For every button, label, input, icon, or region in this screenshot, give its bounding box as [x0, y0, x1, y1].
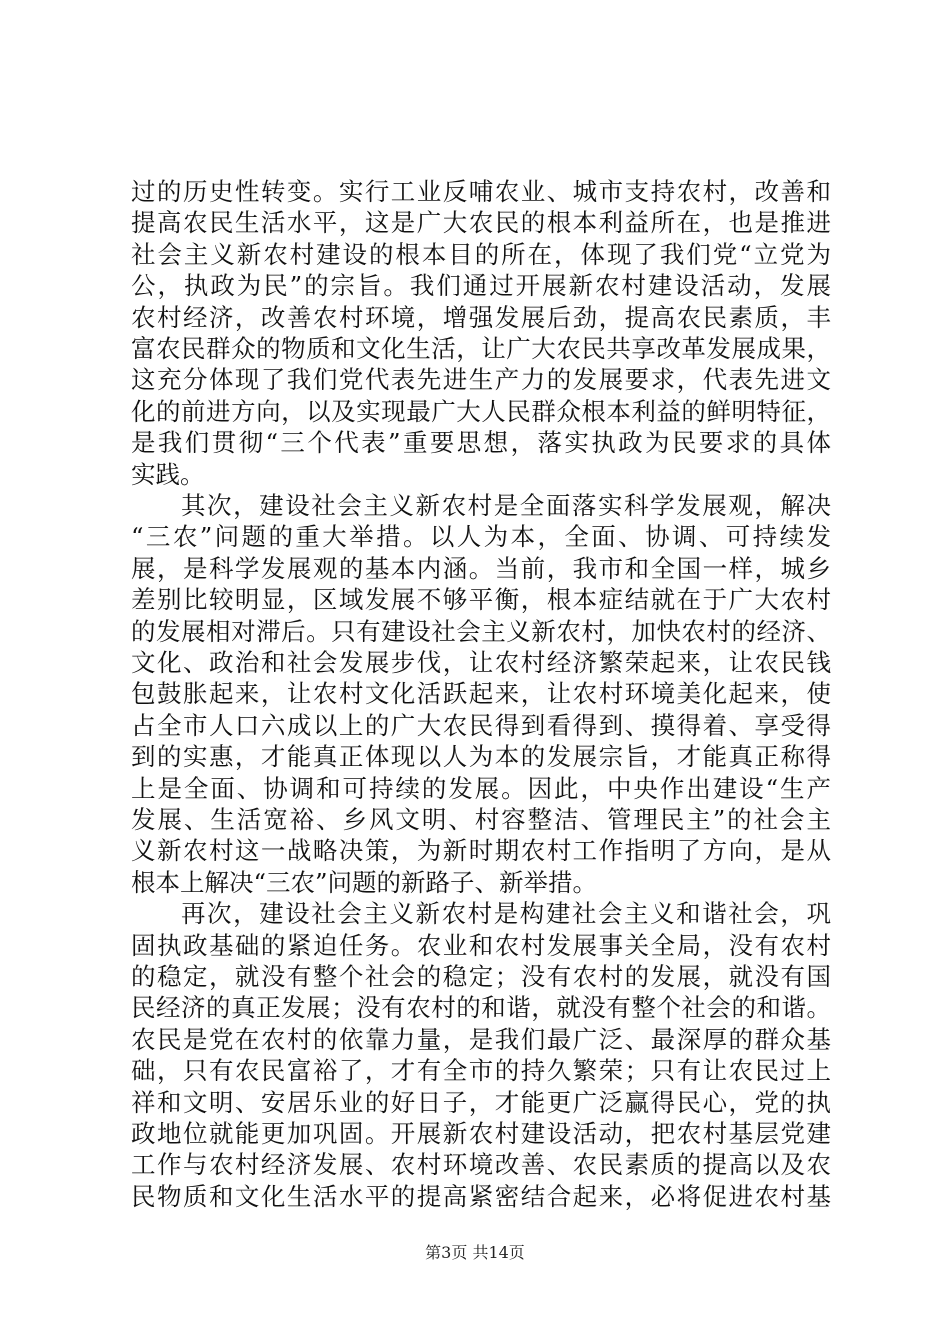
text-line: 的稳定，就没有整个社会的稳定；没有农村的发展，就没有国 — [131, 962, 831, 991]
text-line: 根本上解决“三农”问题的新路子、新举措。 — [131, 867, 598, 897]
text-line: 过的历史性转变。实行工业反哺农业、城市支持农村，改善和 — [131, 177, 831, 206]
text-line: 富农民群众的物质和文化生活，让广大农民共享改革发展成果， — [131, 334, 831, 363]
text-line: 展，是科学发展观的基本内涵。当前，我市和全国一样，城乡 — [131, 553, 831, 583]
text-line: 固执政基础的紧迫任务。农业和农村发展事关全局，没有农村 — [131, 930, 831, 960]
text-line: 化的前进方向，以及实现最广大人民群众根本利益的鲜明特征， — [131, 396, 831, 426]
text-line: 祥和文明、安居乐业的好日子，才能更广泛赢得民心，党的执 — [131, 1087, 831, 1117]
paragraph-start-line: 再次，建设社会主义新农村是构建社会主义和谐社会，巩 — [181, 899, 831, 929]
text-line: 差别比较明显，区域发展不够平衡，根本症结就在于广大农村 — [131, 585, 831, 615]
text-line: 实践。 — [131, 459, 205, 489]
text-line: 社会主义新农村建设的根本目的所在，体现了我们党“立党为 — [131, 239, 831, 269]
text-line: 民物质和文化生活水平的提高紧密结合起来，必将促进农村基 — [131, 1181, 831, 1211]
text-line: 义新农村这一战略决策，为新时期农村工作指明了方向，是从 — [131, 836, 831, 866]
text-line: 提高农民生活水平，这是广大农民的根本利益所在，也是推进 — [131, 208, 831, 238]
text-line: 上是全面、协调和可持续的发展。因此，中央作出建设“生产 — [131, 773, 831, 803]
text-line: 文化、政治和社会发展步伐，让农村经济繁荣起来，让农民钱 — [131, 648, 831, 677]
text-line: 这充分体现了我们党代表先进生产力的发展要求，代表先进文 — [131, 365, 831, 395]
text-line: 工作与农村经济发展、农村环境改善、农民素质的提高以及农 — [131, 1150, 831, 1180]
paragraph-start-line: 其次，建设社会主义新农村是全面落实科学发展观，解决 — [181, 491, 831, 520]
text-line: 到的实惠，才能真正体现以人为本的发展宗旨，才能真正称得 — [131, 742, 831, 772]
text-line: 础，只有农民富裕了，才有全市的持久繁荣；只有让农民过上 — [131, 1056, 831, 1086]
text-line: 民经济的真正发展；没有农村的和谐，就没有整个社会的和谐。 — [131, 993, 831, 1023]
text-line: 公，执政为民”的宗旨。我们通过开展新农村建设活动，发展 — [131, 271, 831, 301]
text-line: 农村经济，改善农村环境，增强发展后劲，提高农民素质，丰 — [131, 302, 831, 332]
text-line: 占全市人口六成以上的广大农民得到看得到、摸得着、享受得 — [131, 710, 831, 740]
text-line: 农民是党在农村的依靠力量，是我们最广泛、最深厚的群众基 — [131, 1024, 831, 1054]
page-number-footer: 第3页 共14页 — [425, 1243, 525, 1262]
text-line: 包鼓胀起来，让农村文化活跃起来，让农村环境美化起来，使 — [131, 679, 831, 709]
text-line: 发展、生活宽裕、乡风文明、村容整洁、管理民主”的社会主 — [131, 805, 831, 834]
text-line: 政地位就能更加巩固。开展新农村建设活动，把农村基层党建 — [131, 1119, 831, 1148]
text-line: “三农”问题的重大举措。以人为本，全面、协调、可持续发 — [131, 522, 831, 552]
text-line: 的发展相对滞后。只有建设社会主义新农村，加快农村的经济、 — [131, 616, 831, 646]
text-line: 是我们贯彻“三个代表”重要思想，落实执政为民要求的具体 — [131, 428, 831, 458]
